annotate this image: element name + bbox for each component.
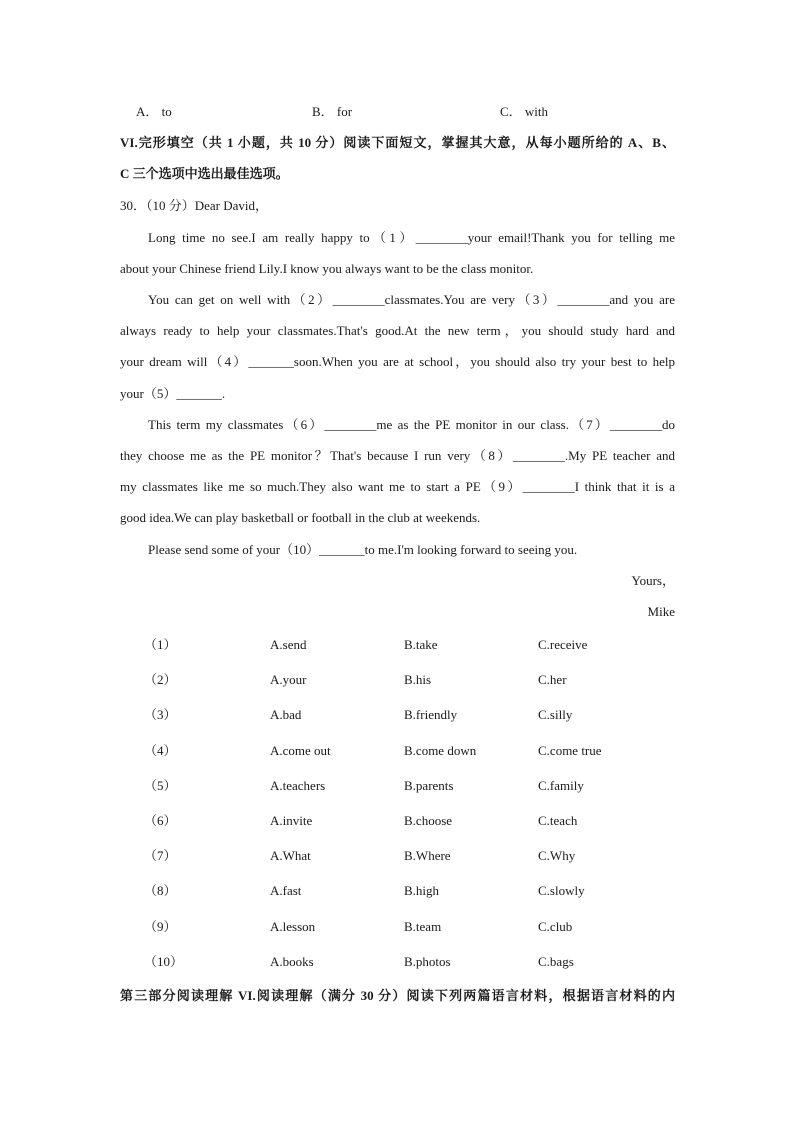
passage-line: Long time no see.I am really happy to（1）________your email!Thank you for telling me [148, 230, 675, 245]
option-b: B.friendly [404, 707, 458, 723]
option-a: A.bad [270, 707, 302, 723]
option-a: A.books [270, 953, 314, 969]
option-number: （2） [144, 672, 177, 688]
section-heading-line1: VI.完形填空（共 1 小题，共 10 分）阅读下面短文，掌握其大意，从每小题所给的 A、B、 [120, 135, 675, 150]
passage-line: my classmates like me so much.They also want me to start a PE（9）________I think that it is a [120, 479, 675, 494]
option-b: B.his [404, 672, 432, 688]
option-row [120, 741, 675, 761]
passage-line: always ready to help your classmates.That's good.At the new term，you should study hard and [120, 323, 675, 338]
option-a: A.your [270, 672, 307, 688]
option-b: B.high [404, 883, 440, 899]
option-c: C.receive [538, 637, 588, 652]
option-number: （3） [144, 707, 177, 723]
option-a: A.fast [270, 883, 302, 899]
option-c: C.teach [538, 813, 578, 828]
letter-closing: Yours， [631, 573, 675, 588]
passage-line: This term my classmates（6）________me as the PE monitor in our class.（7）________do [148, 417, 675, 432]
option-number: （10） [144, 953, 184, 969]
option-a: A.What [270, 848, 311, 864]
question-label: 30．（10 分）Dear David， [120, 198, 269, 213]
option-number: （1） [144, 637, 177, 652]
option-row [120, 917, 675, 937]
option-row [120, 635, 675, 655]
option-number: （8） [144, 883, 177, 899]
option-a: A.come out [270, 742, 331, 758]
option-a: A.invite [270, 813, 313, 828]
option-row [120, 776, 675, 796]
passage-line: You can get on well with（2）________classmates.You are very（3）________and you are [148, 292, 675, 307]
option-c: C.slowly [538, 883, 585, 899]
option-number: （9） [144, 918, 177, 934]
option-row [120, 881, 675, 901]
option-b: B.choose [404, 813, 453, 828]
option-b: B． for [312, 104, 353, 119]
option-c: C.her [538, 672, 567, 688]
passage-line: Please send some of your（10）_______to me.I'm looking forward to seeing you. [148, 542, 578, 557]
passage-line: about your Chinese friend Lily.I know you always want to be the class monitor. [120, 261, 534, 276]
option-row [120, 846, 675, 866]
option-b: B.come down [404, 742, 477, 758]
passage-line: they choose me as the PE monitor？That's because I run very（8）________.My PE teacher and [120, 448, 675, 463]
section-heading-line2: C 三个选项中选出最佳选项。 [120, 166, 289, 181]
option-c: C． with [500, 104, 549, 119]
option-c: C.bags [538, 953, 574, 969]
option-number: （5） [144, 777, 177, 793]
option-number: （7） [144, 848, 177, 864]
option-a: A.send [270, 637, 307, 652]
option-a: A． to [136, 104, 172, 119]
option-row [120, 705, 675, 725]
option-c: C.club [538, 918, 573, 934]
option-b: B.photos [404, 953, 451, 969]
option-row [120, 670, 675, 690]
option-c: C.silly [538, 707, 573, 723]
option-b: B.team [404, 918, 442, 934]
next-section-heading: 第三部分阅读理解 VI.阅读理解（满分 30 分）阅读下列两篇语言材料，根据语言材料的内 [120, 988, 675, 1003]
letter-signature: Mike [647, 604, 675, 619]
passage-line: your（5）_______. [120, 386, 226, 401]
option-c: C.family [538, 777, 584, 793]
option-row [120, 811, 675, 831]
option-b: B.Where [404, 848, 451, 864]
option-number: （6） [144, 813, 177, 828]
option-b: B.parents [404, 777, 454, 793]
option-row [120, 952, 675, 972]
passage-line: good idea.We can play basketball or football in the club at weekends. [120, 510, 481, 525]
passage-line: your dream will（4）_______soon.When you are at school，you should also try your best to help [120, 354, 675, 369]
option-a: A.lesson [270, 918, 316, 934]
option-c: C.Why [538, 848, 576, 864]
option-b: B.take [404, 637, 438, 652]
option-number: （4） [144, 742, 177, 758]
option-a: A.teachers [270, 777, 326, 793]
option-c: C.come true [538, 742, 602, 758]
